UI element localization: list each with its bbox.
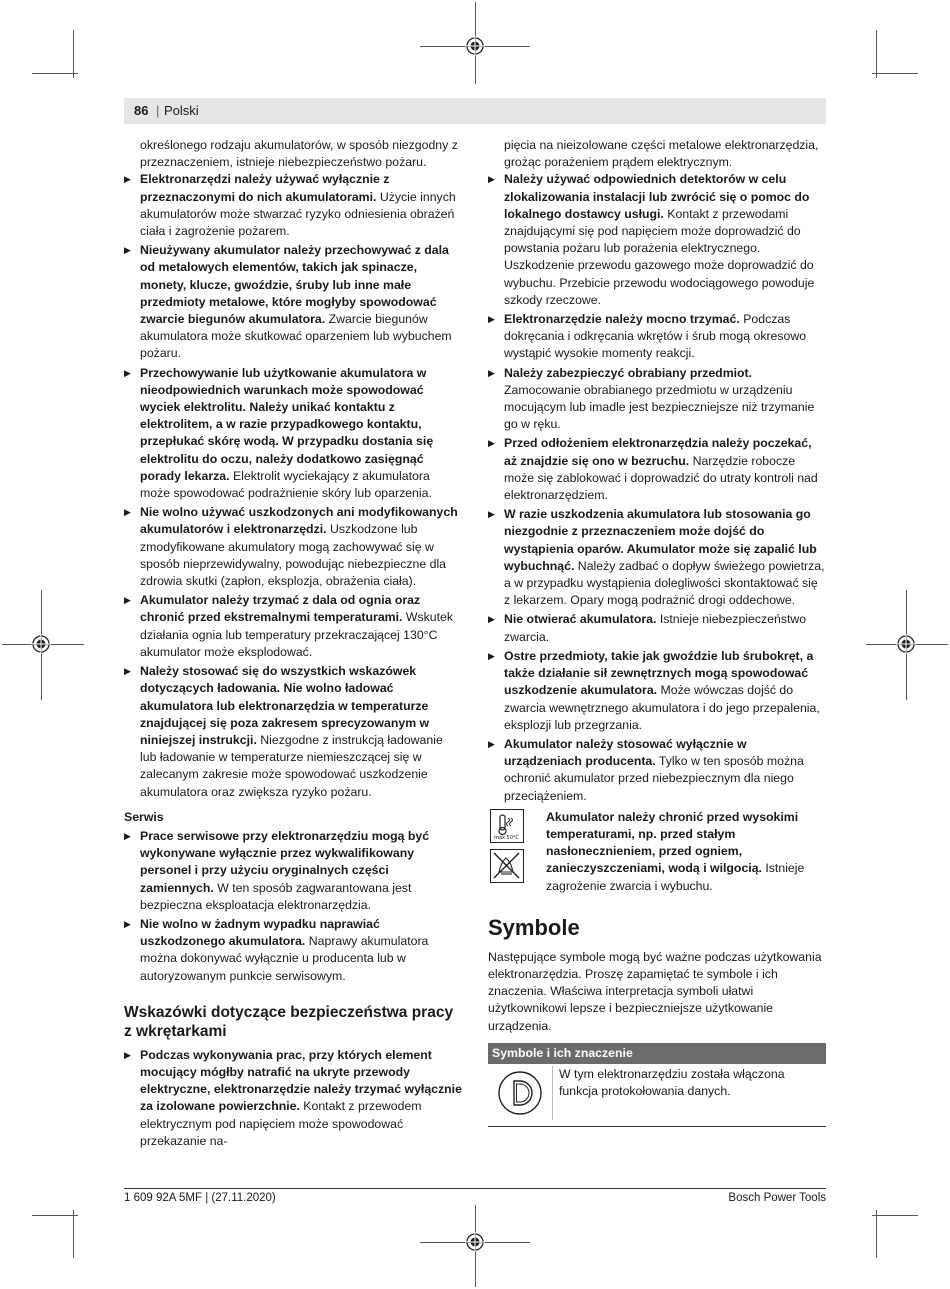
bullet-item — [488, 171, 826, 309]
bullet-bold-text: Elektronarzędzie należy mocno trzymać. — [504, 312, 740, 327]
bullet-item — [124, 504, 462, 590]
bullet-text: Elektrolit wyciekający z akumulatora może spowodować podrażnienie skóry lub oparzenia. — [140, 468, 432, 501]
registration-mark-icon — [465, 36, 485, 56]
bullet-text: Może wówczas dojść do zwarcia wewnętrznego akumulatora i do jego przepalenia, eksplozji lub przegrzania. — [504, 683, 820, 732]
symbol-table — [488, 1043, 826, 1127]
thermometer-icon — [491, 810, 522, 841]
crop-mark — [872, 1215, 918, 1216]
serwis-heading: Serwis — [124, 809, 164, 824]
warning-normal: Istnieje zagrożenie zwarcia i wybuchu. — [546, 861, 805, 893]
bullet-item — [488, 611, 826, 645]
left-column — [124, 137, 462, 1152]
page-number: 86 — [134, 103, 149, 118]
bullet-item — [124, 592, 462, 661]
bullet-bold-text: Podczas wykonywania prac, przy których element mocujący mógłby natrafić na ukryte przewody elektryczne, elektronarzędzie należy trzymać wyłącznie za izolowane powierzchnie. — [140, 1047, 462, 1114]
bullet-item — [124, 365, 462, 503]
crop-mark — [32, 1215, 78, 1216]
bullet-text: Niezgodne z instrukcją ładowanie lub ładowanie w temperaturze niemieszczącej się w zalecanym zakresie może spowodować uszkodzenie akumulatora oraz zwiększa ryzyko pożaru. — [140, 732, 443, 799]
symbol-table-row — [488, 1064, 826, 1127]
temperature-warning — [488, 809, 826, 895]
bullet-text: Tylko w ten sposób można ochronić akumulator przed niebezpiecznym dla niego przeciążeniem. — [504, 754, 804, 803]
symbole-heading: Symbole — [488, 914, 580, 940]
registration-mark-icon — [31, 634, 51, 654]
footer-document-id: 1 609 92A 5MF | (27.11.2020) — [124, 1192, 276, 1204]
crop-mark — [32, 73, 78, 74]
bullet-item — [124, 1047, 462, 1150]
section-heading: Wskazówki dotyczące bezpieczeństwa pracy z wkrętarkami — [124, 1003, 454, 1040]
bullet-text: Kontakt z przewodem elektrycznym pod napięciem może spowodować przekazanie na- — [140, 1099, 422, 1148]
footer-brand: Bosch Power Tools — [728, 1192, 826, 1204]
no-water-fire-icon — [490, 849, 524, 883]
continued-paragraph: określonego rodzaju akumulatorów, w sposób niezgodny z przeznaczeniem, istnieje niebezpieczeństwo pożaru. — [140, 138, 458, 170]
symbole-intro: Następujące symbole mogą być ważne podczas użytkowania elektronarzędzia. Proszę zapamiętać te symbole i ich znaczenia. Właściwa interpretacja symboli ułatwi użytkownikowi lepsze i bezpieczniejsze użytkowanie urządzenia. — [488, 949, 822, 1033]
warning-icons — [488, 809, 546, 895]
bullet-bold-text: Prace serwisowe przy elektronarzędziu mogą być wykonywane wyłącznie przez wykwalifikowany personel i przy użyciu oryginalnych części zamiennych. — [140, 828, 430, 895]
bullet-item — [488, 365, 826, 434]
registration-mark-icon — [465, 1232, 485, 1252]
bullet-bold-text: Akumulator należy stosować wyłącznie w urządzeniach producenta. — [504, 736, 747, 769]
max-temperature-icon — [490, 809, 524, 843]
bullet-bold-text: Przechowywanie lub użytkowanie akumulatora w nieodpowiednich warunkach może spowodować wyciek elektrolitu. Należy unikać kontaktu z elektrolitem, a w razie przypadkowego kontaktu, przepłukać skórę wodą. W przypadku dostania się elektrolitu do oczu, należy dodatkowo zasięgnąć porady lekarza. — [140, 365, 434, 483]
bullet-item — [488, 648, 826, 734]
symbol-description: W tym elektronarzędziu została włączona funkcja protokołowania danych. — [559, 1066, 785, 1099]
bullet-item — [488, 736, 826, 805]
right-column — [488, 137, 826, 1127]
bullet-bold-text: Akumulator należy trzymać z dala od ognia oraz chronić przed ekstremalnymi temperaturami. — [140, 593, 421, 625]
bullet-text: Zwarcie biegunów akumulatora może skutkować oparzeniem lub wybuchem pożaru. — [140, 312, 452, 361]
crop-mark — [872, 73, 918, 74]
crop-mark — [876, 1210, 877, 1258]
bullet-item — [124, 828, 462, 914]
serwis-list — [124, 828, 462, 985]
bullet-text: Należy zadbać o dopływ świeżego powietrza, a w przypadku wystąpienia dolegliwości skontaktować się z lekarzem. Opary mogą podrażnić drogi oddechowe. — [504, 558, 825, 608]
bullet-text: Istnieje niebezpieczeństwo zwarcia. — [504, 612, 807, 644]
bullet-bold-text: Nie wolno w żadnym wypadku naprawiać uszkodzonego akumulatora. — [140, 916, 380, 949]
data-logging-icon — [488, 1066, 553, 1120]
bullet-text: Wskutek działania ognia lub temperatury przekraczającej 130°C akumulator może eksplodować. — [140, 610, 454, 659]
symbol-table-header: Symbole i ich znaczenie — [488, 1043, 826, 1064]
bullet-bold-text: Ostre przedmioty, takie jak gwoździe lub śrubokręt, a także działanie sił zewnętrznych mogą spowodować uszkodzenie akumulatora. — [504, 648, 814, 698]
bullet-bold-text: Należy zabezpieczyć obrabiany przedmiot. — [504, 365, 753, 380]
bullet-bold-text: Nieużywany akumulator należy przechowywać z dala od metalowych elementów, takich jak spinacze, monety, klucze, gwoździe, śruby lub inne małe przedmioty metalowe, które mogłyby spowodować zwarcie biegunów akumulatora. — [140, 243, 449, 327]
page-header — [124, 98, 826, 124]
header-language: Polski — [164, 103, 199, 118]
bullet-text: W ten sposób zagwarantowana jest bezpieczna eksploatacja elektronarzędzia. — [140, 880, 412, 912]
bullet-bold-text: Przed odłożeniem elektronarzędzia należy poczekać, aż znajdzie się ono w bezruchu. — [504, 436, 812, 468]
safety-list — [488, 171, 826, 804]
bullet-bold-text: Nie wolno używać uszkodzonych ani modyfikowanych akumulatorów i elektronarzędzi. — [140, 505, 458, 537]
bullet-bold-text: Należy stosować się do wszystkich wskazówek dotyczących ładowania. Nie wolno ładować akumulatora lub elektronarzędzia w temperaturze znajdującej się poza zakresem sprecyzowanym w niniejszej instrukcji. — [140, 664, 430, 747]
bullet-text: Zamocowanie obrabianego przedmiotu w urządzeniu mocującym lub imadle jest bezpieczniejsze niż trzymanie go w ręku. — [504, 382, 815, 432]
bullet-text: Podczas dokręcania i odkręcania wkrętów i śrub mogą okresowo wystąpić wysokie momenty reakcji. — [504, 312, 807, 361]
screwdriver-safety-list — [124, 1047, 462, 1150]
bullet-item — [124, 916, 462, 985]
crop-mark — [73, 30, 74, 78]
footer-rule — [124, 1188, 826, 1189]
crop-mark — [73, 1210, 74, 1258]
warning-bold: Akumulator należy chronić przed wysokimi temperaturami, np. przed stałym nasłonecznieniem, przed ogniem, zanieczyszczeniami, wodą i wilgocią. — [546, 809, 799, 876]
bullet-bold-text: Nie otwierać akumulatora. — [504, 612, 657, 627]
bullet-item — [488, 311, 826, 363]
registration-mark-icon — [896, 634, 916, 654]
header-separator: | — [156, 103, 160, 118]
bullet-text: Użycie innych akumulatorów może stwarzać ryzyko odniesienia obrażeń ciała i zagrożenie pożarem. — [140, 189, 456, 239]
bullet-item — [124, 242, 462, 362]
bullet-item — [488, 435, 826, 504]
bullet-bold-text: Należy używać odpowiednich detektorów w celu zlokalizowania instalacji lub zwrócić się o pomoc do lokalnego dostawcy usługi. — [504, 172, 810, 221]
safety-list — [124, 171, 462, 800]
bullet-item — [124, 663, 462, 801]
bullet-bold-text: W razie uszkodzenia akumulatora lub stosowania go niezgodnie z przeznaczeniem może dojść do wystąpienia oparów. Akumulator może się zapalić lub wybuchnąć. — [504, 507, 817, 573]
continued-paragraph: pięcia na nieizolowane części metalowe elektronarzędzia, grożąc porażeniem prądem elektrycznym. — [504, 138, 819, 170]
max-temp-label: max.50°C — [494, 834, 519, 841]
prohibition-icon — [491, 850, 522, 881]
bullet-text: Naprawy akumulatora można dokonywać wyłącznie u producenta lub w autoryzowanym punkcie serwisowym. — [140, 934, 429, 983]
bullet-item — [488, 506, 826, 609]
bullet-item — [124, 171, 462, 240]
bullet-text: Narzędzie robocze może się zablokować i doprowadzić do utraty kontroli nad elektronarzędziem. — [504, 453, 818, 503]
bullet-bold-text: Elektronarzędzi należy używać wyłącznie z przeznaczonymi do nich akumulatorami. — [140, 172, 390, 204]
crop-mark — [876, 30, 877, 78]
bullet-text: Kontakt z przewodami znajdującymi się pod napięciem może doprowadzić do powstania pożaru lub porażenia elektrycznego. Uszkodzenie przewodu gazowego może doprowadzić do wybuchu. Przebicie przewodu wodociągowego powoduje szkody rzeczowe. — [504, 206, 815, 307]
bullet-text: Uszkodzone lub zmodyfikowane akumulatory mogą zachowywać się w sposób nieprzewidywalny, powodując niebezpieczne dla zdrowia skutki (zapłon, eksplozja, obrażenia ciała). — [140, 522, 447, 589]
warning-text — [546, 809, 826, 895]
